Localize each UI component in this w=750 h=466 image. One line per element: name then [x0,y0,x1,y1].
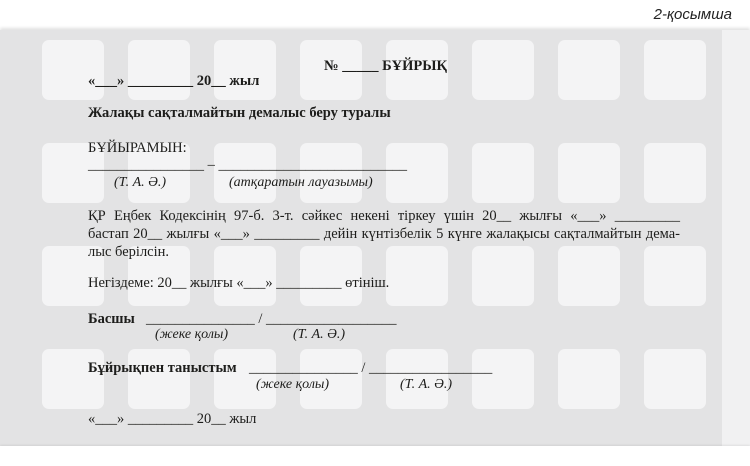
background-tile [644,40,706,100]
assignee-caption-name: (Т. А. Ә.) [114,175,167,190]
body-line: лыс берілсін. [88,244,170,260]
assignee-line: ________________ – __________________________ [88,157,407,173]
head-label: Басшы [88,311,135,327]
bottom-bar [0,446,750,466]
background-tile [42,349,104,409]
background-tile [644,349,706,409]
background-tile [558,349,620,409]
background-tile [472,349,534,409]
order-subject: Жалақы сақталмайтын демалыс беру туралы [88,105,391,121]
top-bar [0,0,750,30]
background-tile [558,40,620,100]
background-tile [42,40,104,100]
order-command: БҰЙЫРАМЫН: [88,140,187,156]
acknowledgement-label: Бұйрықпен таныстым [88,360,237,376]
appendix-label: 2-қосымша [653,6,732,23]
order-body-paragraph [88,207,680,261]
body-line: бастап 20__ жылғы «___» _________ дейін күнтізбелік 5 күнге жалақысы сақталмайтын дема- [88,226,680,242]
background-tile [644,143,706,203]
background-tile [128,40,190,100]
body-line: ҚР Еңбек Кодексінің 97-б. 3-т. сәйкес некені тіркеу үшін 20__ жылғы «___» _________ [88,208,680,224]
background-tile [128,349,190,409]
background-tile [472,143,534,203]
head-signature-line: _______________ / __________________ [146,311,397,327]
order-date-line: «___» _________ 20__ жыл [88,73,260,89]
sheet-edge [722,30,750,446]
acknowledgement-signature-line: _______________ / _________________ [249,360,493,376]
footer-date-line: «___» _________ 20__ жыл [88,411,257,427]
head-caption-signature: (жеке қолы) [155,327,229,342]
background-tile [558,143,620,203]
background-tile [472,40,534,100]
assignee-caption-position: (атқаратын лауазымы) [229,175,373,190]
acknowledgement-caption-name: (Т. А. Ә.) [400,377,453,392]
acknowledgement-caption-signature: (жеке қолы) [256,377,330,392]
basis-line: Негіздеме: 20__ жылғы «___» _________ өтініш. [88,275,390,291]
order-title: № _____ БҰЙРЫҚ [324,58,448,74]
head-caption-name: (Т. А. Ә.) [293,327,346,342]
background-tile [214,40,276,100]
